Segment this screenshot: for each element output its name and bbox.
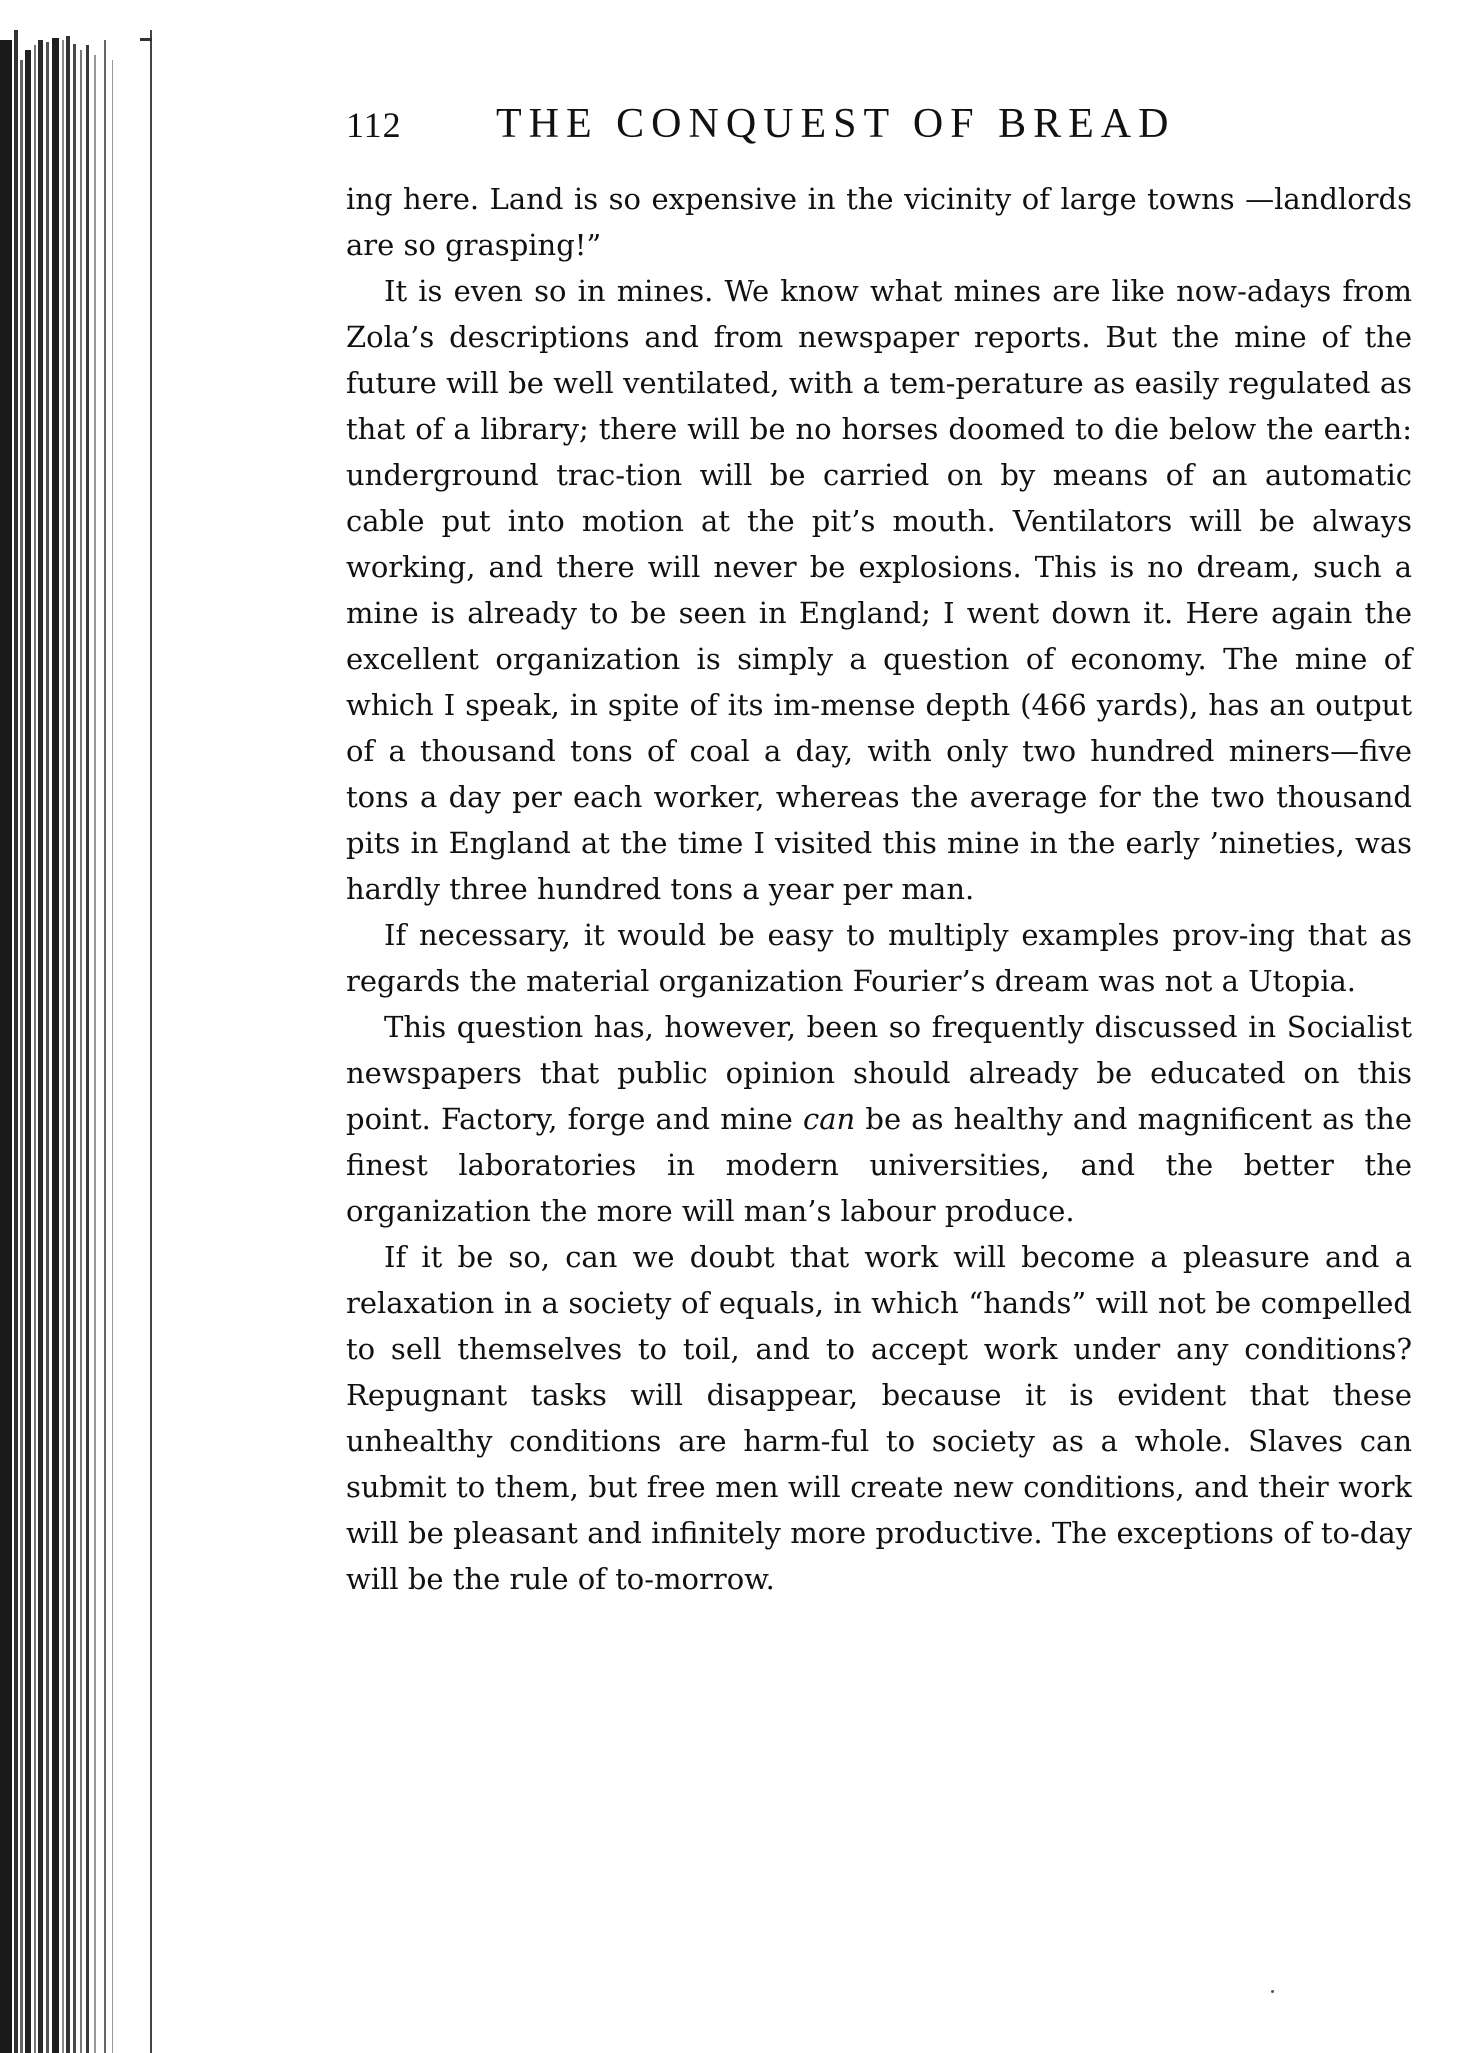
paragraph-socialist-newspapers [346,1004,1412,1234]
page-number: 112 [346,105,402,145]
paragraph-mines: It is even so in mines. We know what mines are like now-adays from Zola’s descriptions and from newspaper reports. But the mine of the future will be well ventilated, with a tem-perature as easily regulated as that of a library; there will be no horses doomed to die below the earth: underground trac-tion will be carried on by means of an automatic cable put into motion at the pit’s mouth. Ventilators will be always working, and there will never be explosions. This is no dream, such a mine is already to be seen in England; I went down it. Here again the excellent organization is simply a question of economy. The mine of which I speak, in spite of its im-mense depth (466 yards), has an output of a thousand tons of coal a day, with only two hundred miners—five tons a day per each worker, whereas the average for the two thousand pits in England at the time I visited this mine in the early ’nineties, was hardly three hundred tons a year per man. [346,274,1412,906]
scan-speck [1271,1990,1274,1993]
paragraph-work-pleasure: If it be so, can we doubt that work will become a pleasure and a relaxation in a society of equals, in which “hands” will not be compelled to sell themselves to toil, and to accept work under any conditions? Repugnant tasks will disappear, because it is evident that these unhealthy conditions are harm-ful to society as a whole. Slaves can submit to them, but free men will create new conditions, and their work will be pleasant and infinitely more productive. The exceptions of to-day will be the rule of to-morrow. [346,1240,1412,1596]
running-title: THE CONQUEST OF BREAD [496,101,1176,147]
emphasized-word: can [803,1102,856,1136]
page-content [346,100,1412,1602]
paragraph-continued: ing here. Land is so expensive in the vicinity of large towns —landlords are so grasping!” [346,182,1412,262]
page-binding-edge [0,0,200,2053]
paragraph-text-before-emphasis: This question has, however, been so frequently discussed in Socialist newspapers that public opinion should already be educated on this point. Factory, forge and mine [346,1010,1412,1136]
running-head [346,100,1412,170]
paragraph-text-after-emphasis: be as healthy and magnificent as the finest laboratories in modern universities, and the better the organization the more will man’s labour produce. [346,1102,1412,1228]
body-text [346,176,1412,1602]
paragraph-fourier: If necessary, it would be easy to multiply examples prov-ing that as regards the material organization Fourier’s dream was not a Utopia. [346,918,1412,998]
